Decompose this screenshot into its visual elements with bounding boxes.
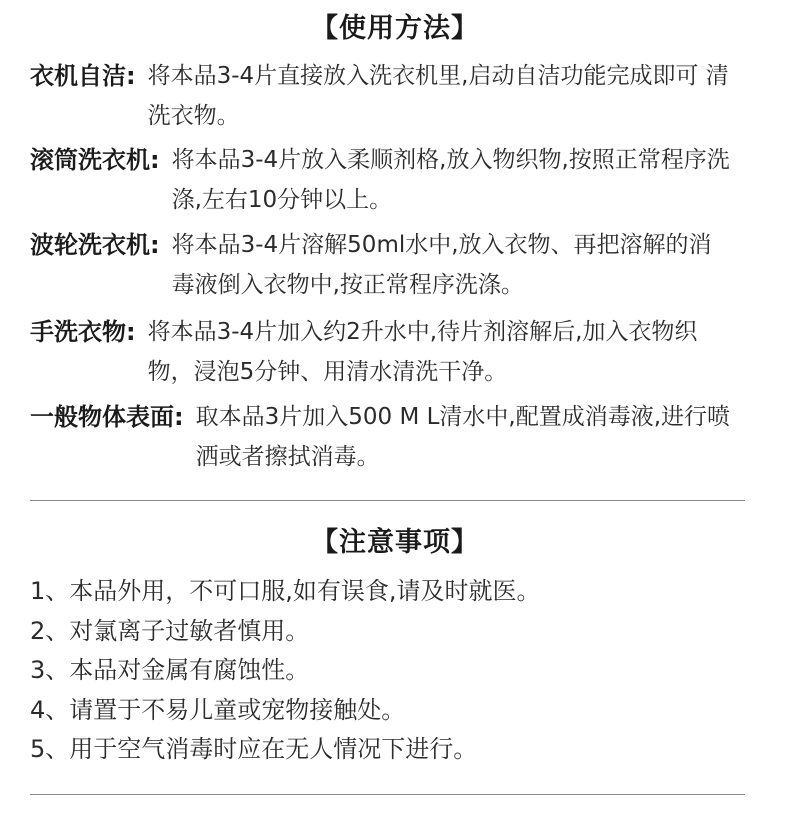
usage-label: 衣机自洁: (30, 62, 136, 90)
note-item-5: 5、用于空气消毒时应在无人情况下进行。 (30, 735, 478, 763)
notes-title: 【注意事项】 (311, 527, 479, 558)
usage-text: 将本品3-4片直接放入洗衣机里,启动自洁功能完成即可 清洗衣物。 (147, 63, 729, 129)
usage-item-self-clean (30, 56, 750, 136)
usage-label: 手洗衣物: (30, 318, 136, 346)
usage-item-hand-wash (30, 312, 750, 392)
usage-text: 将本品3-4片溶解50ml水中,放入衣物、再把溶解的消毒液倒入衣物中,按正常程序洗涤。 (171, 232, 712, 298)
usage-title: 【使用方法】 (311, 13, 479, 44)
usage-text: 取本品3片加入500 M L清水中,配置成消毒液,进行喷洒或者擦拭消毒。 (195, 404, 731, 470)
note-item-3: 3、本品对金属有腐蚀性。 (30, 656, 310, 684)
divider (30, 500, 745, 501)
note-item-4: 4、请置于不易儿童或宠物接触处。 (30, 696, 406, 724)
usage-text: 将本品3-4片加入约2升水中,待片剂溶解后,加入衣物织物，浸泡5分钟、用清水清洗干净。 (147, 319, 698, 385)
usage-text: 将本品3-4片放入柔顺剂格,放入物织物,按照正常程序洗涤,左右10分钟以上。 (171, 147, 730, 213)
usage-label: 滚筒洗衣机: (30, 146, 160, 174)
note-item-1: 1、本品外用，不可口服,如有误食,请及时就医。 (30, 577, 541, 605)
usage-item-surface (30, 397, 760, 477)
note-item-2: 2、对氯离子过敏者慎用。 (30, 617, 310, 645)
divider (30, 794, 745, 795)
usage-item-drum-washer (30, 140, 750, 220)
usage-label: 波轮洗衣机: (30, 231, 160, 259)
usage-item-pulsator-washer (30, 225, 750, 305)
usage-label: 一般物体表面: (30, 403, 184, 431)
